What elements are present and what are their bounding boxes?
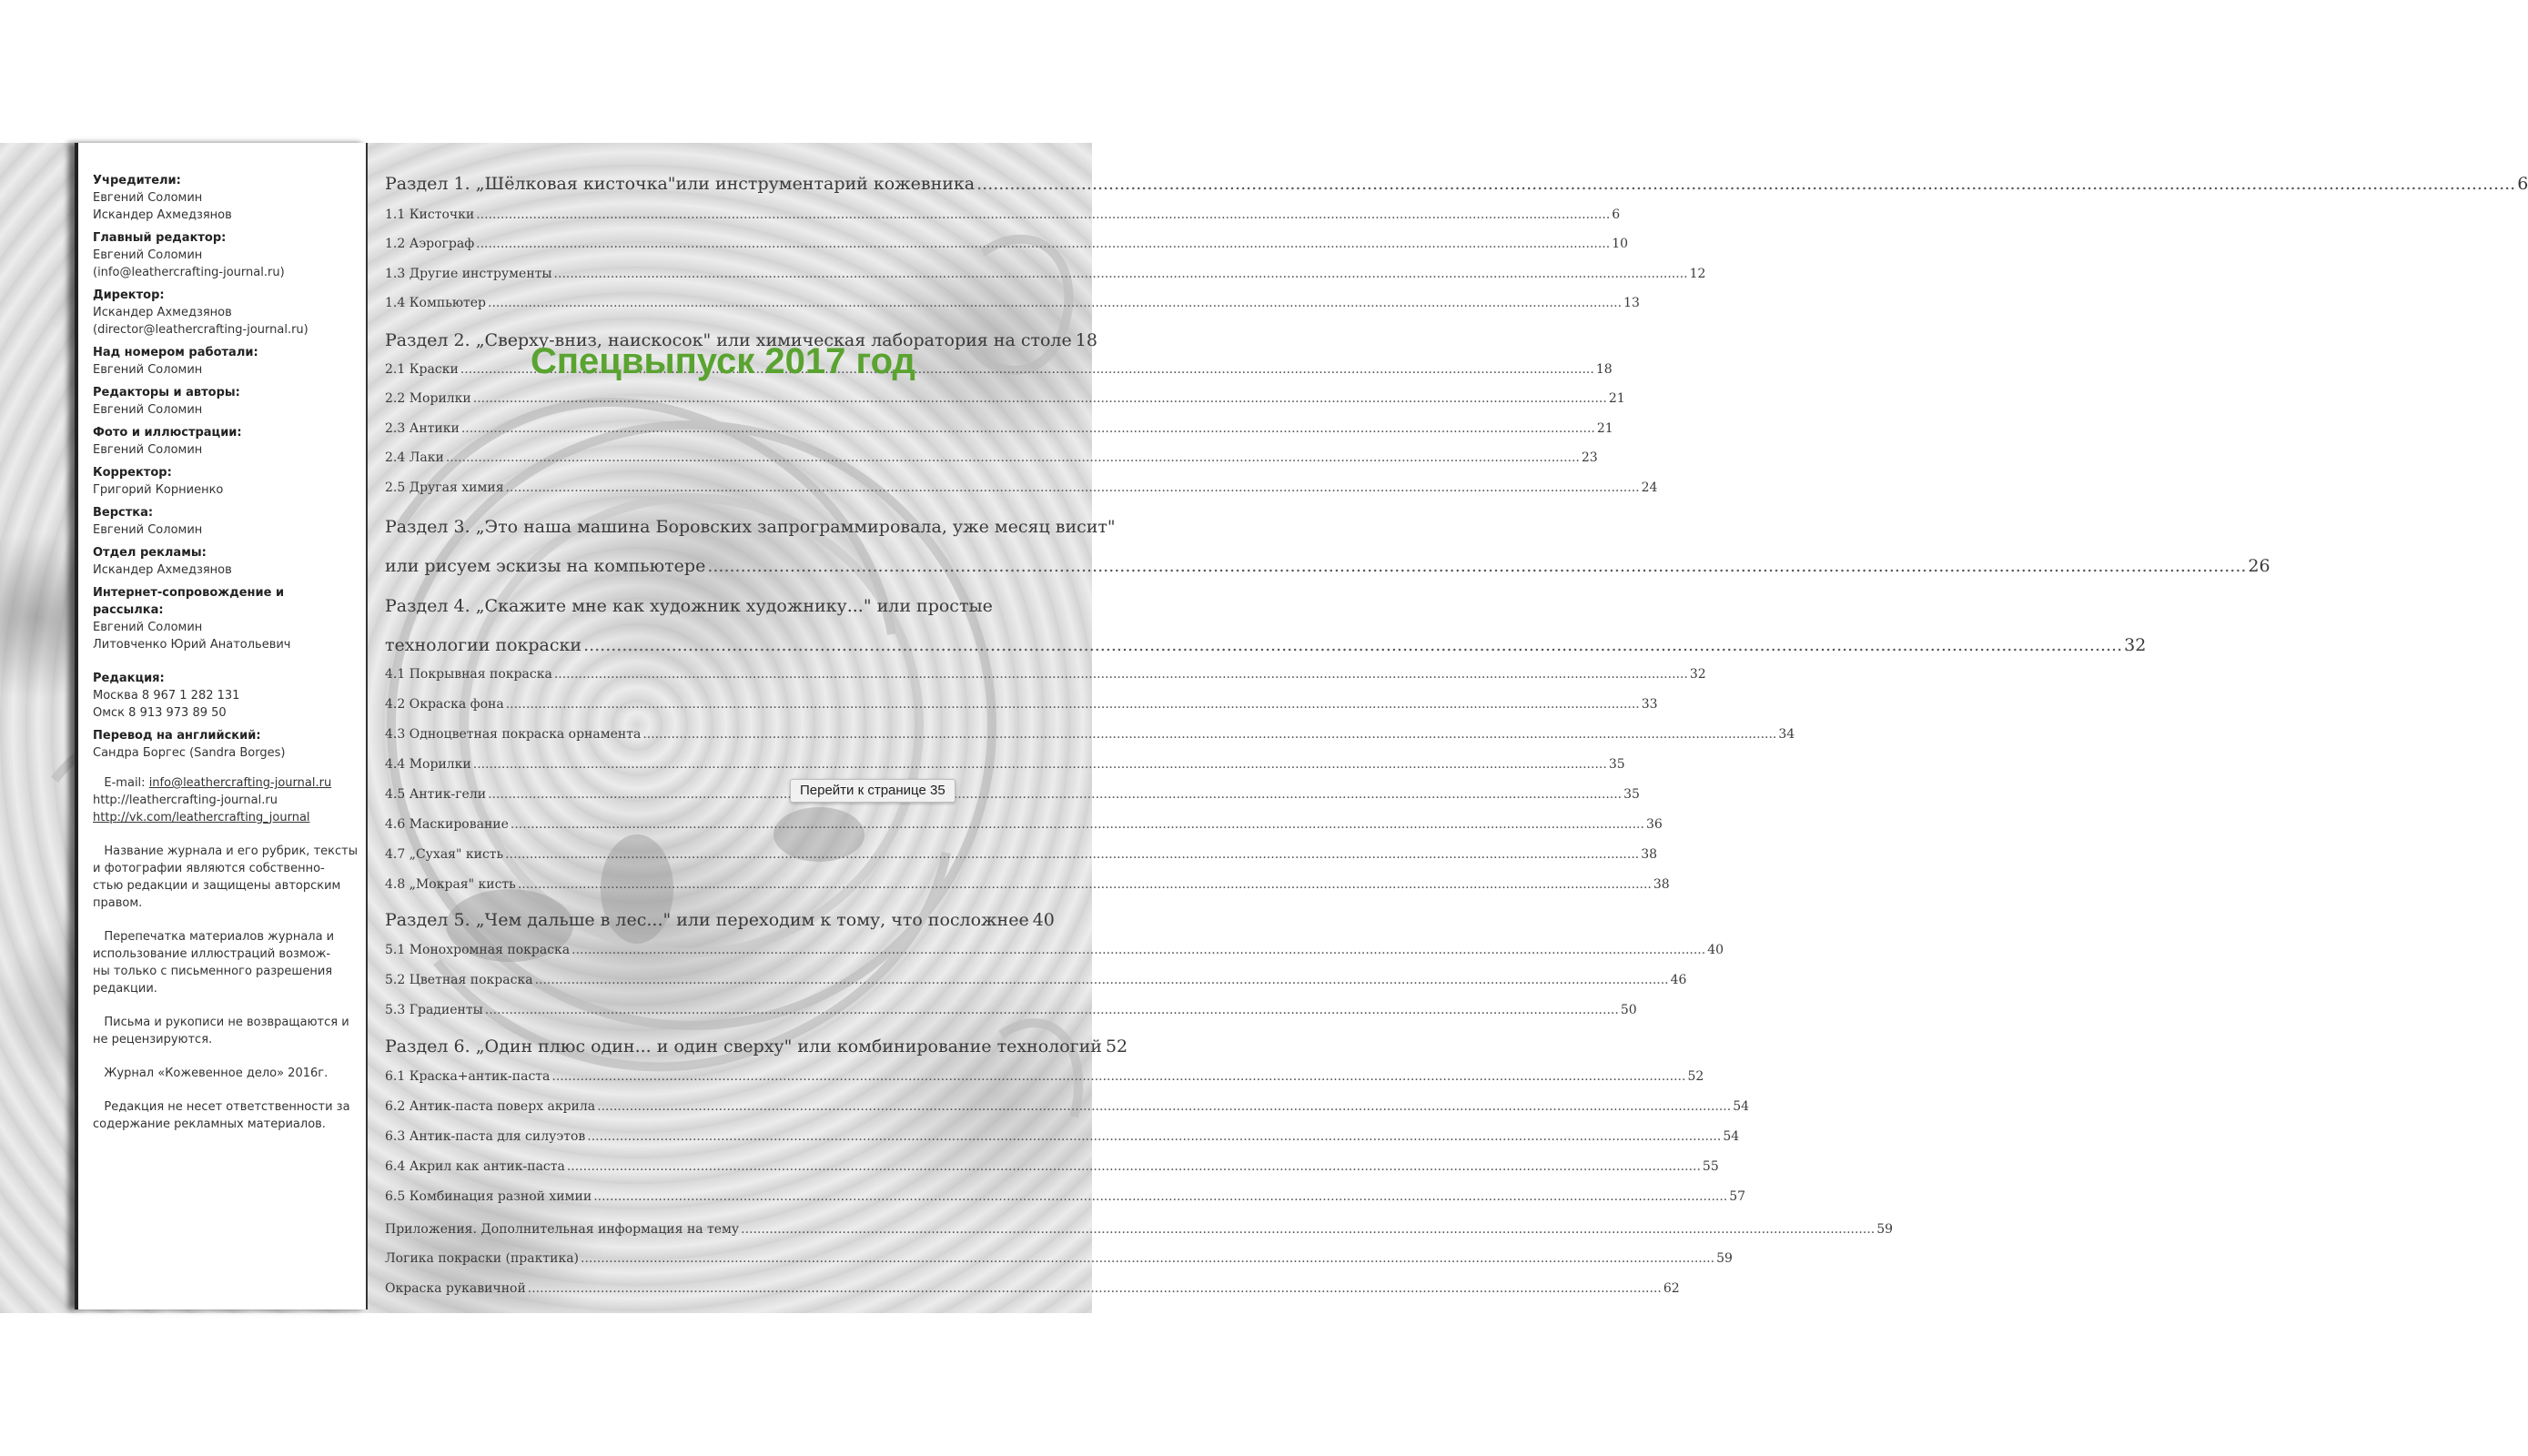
legal-note-paragraph xyxy=(93,928,355,997)
legal-note-paragraph xyxy=(93,843,358,912)
toc-leader-dots xyxy=(642,727,1776,742)
toc-subsection-row[interactable] xyxy=(385,1099,1750,1114)
toc-leader-dots xyxy=(476,207,1610,222)
toc-page-number: 35 xyxy=(1623,787,1640,802)
toc-subsection-row[interactable] xyxy=(385,1069,1704,1084)
editorial-phone-omsk: Омск 8 913 973 89 50 xyxy=(93,706,227,720)
toc-page-number: 23 xyxy=(1581,450,1598,465)
toc-leader-dots xyxy=(506,697,1640,712)
toc-entry-title: 4.8 „Мокрая" кисть xyxy=(385,877,516,892)
toc-entry-title: 1.4 Компьютер xyxy=(385,296,487,310)
toc-page-number: 6 xyxy=(2517,174,2528,194)
email-line xyxy=(93,774,355,792)
toc-subsection-row[interactable] xyxy=(385,207,1621,222)
toc-entry-title: 6.2 Антик-паста поверх акрила xyxy=(385,1099,596,1114)
toc-entry-title: 6.1 Краска+антик-паста xyxy=(385,1069,551,1084)
toc-entry-title: 5.2 Цветная покраска xyxy=(385,973,533,987)
toc-page-number: 62 xyxy=(1663,1281,1680,1296)
site-link[interactable]: http://leathercrafting-journal.ru xyxy=(93,794,278,807)
toc-entry-title: или рисуем эскизы на компьютере xyxy=(385,556,706,576)
toc-leader-dots xyxy=(567,1159,1701,1174)
toc-page-number: 54 xyxy=(1733,1099,1750,1114)
toc-entry-title: 2.5 Другая химия xyxy=(385,480,504,495)
toc-page-number: 52 xyxy=(1687,1069,1704,1084)
toc-section-row[interactable] xyxy=(385,556,2270,576)
toc-leader-dots xyxy=(554,267,1688,281)
toc-entry-title: 4.7 „Сухая" кисть xyxy=(385,847,504,862)
toc-leader-dots xyxy=(707,556,2246,576)
toc-entry-title: Окраска рукавичной xyxy=(385,1281,526,1296)
toc-page-number: 10 xyxy=(1612,237,1629,251)
toc-page-number: 13 xyxy=(1623,296,1640,310)
toc-entry-title: 4.1 Покрывная покраска xyxy=(385,667,552,682)
toc-entry-title: 1.1 Кисточки xyxy=(385,207,475,222)
toc-subsection-row[interactable] xyxy=(385,877,1670,892)
toc-entry-title: 5.3 Градиенты xyxy=(385,1003,483,1017)
credit-group xyxy=(93,384,355,419)
toc-page-number: 57 xyxy=(1729,1189,1746,1204)
credit-name: Евгений Соломин xyxy=(93,621,203,634)
toc-leader-dots xyxy=(446,450,1580,465)
credit-role: Над номером работали: xyxy=(93,346,258,359)
credit-name: Искандер Ахмедзянов xyxy=(93,563,232,577)
toc-entry-title: технологии покраски xyxy=(385,635,582,655)
credit-group xyxy=(93,544,355,579)
toc-page-number: 32 xyxy=(2124,635,2147,655)
toc-leader-dots xyxy=(741,1222,1875,1237)
translation-role: Перевод на английский: xyxy=(93,729,261,743)
toc-leader-dots xyxy=(505,847,1639,862)
legal-note-line: использование иллюстраций возмож- xyxy=(93,947,331,961)
editorial-phone-moscow: Москва 8 967 1 282 131 xyxy=(93,689,240,703)
toc-page-number: 21 xyxy=(1596,421,1613,436)
toc-page-number: 12 xyxy=(1689,267,1706,281)
credit-name: Евгений Соломин xyxy=(93,523,203,537)
toc-leader-dots xyxy=(597,1099,1731,1114)
toc-subsection-row[interactable] xyxy=(385,237,1629,251)
toc-entry-title: 1.3 Другие инструменты xyxy=(385,267,552,281)
credit-role: Главный редактор: xyxy=(93,231,227,245)
toc-subsection-row[interactable] xyxy=(385,267,1706,281)
toc-section-row[interactable] xyxy=(385,910,1055,930)
editorial-contacts xyxy=(93,670,355,722)
toc-entry-title: 1.2 Аэрограф xyxy=(385,237,475,251)
toc-entry-title: Приложения. Дополнительная информация на тему xyxy=(385,1222,740,1237)
toc-entry-title: 2.1 Краски xyxy=(385,362,459,377)
toc-subsection-row[interactable] xyxy=(385,757,1625,772)
credit-role: Директор: xyxy=(93,288,165,302)
toc-entry-title: Логика покраски (практика) xyxy=(385,1251,580,1266)
toc-subsection-row[interactable] xyxy=(385,1159,1719,1174)
toc-leader-dots xyxy=(551,1069,1685,1084)
email-label: E-mail: xyxy=(104,776,149,790)
toc-page-number: 33 xyxy=(1641,697,1658,712)
legal-notes xyxy=(93,843,358,1133)
credit-name: (info@leathercrafting-journal.ru) xyxy=(93,266,285,279)
credit-role: Корректор: xyxy=(93,466,172,480)
document-page xyxy=(0,143,2528,1313)
toc-leader-dots xyxy=(511,817,1644,832)
legal-note-line: Название журнала и его рубрик, тексты xyxy=(93,844,358,858)
toc-subsection-row[interactable] xyxy=(385,1189,1746,1204)
toc-entry-title: 2.2 Морилки xyxy=(385,391,471,406)
toc-leader-dots xyxy=(488,787,1622,802)
toc-subsection-row[interactable] xyxy=(385,1251,1733,1266)
toc-subsection-row[interactable] xyxy=(385,727,1795,742)
toc-subsection-row[interactable] xyxy=(385,296,1640,310)
toc-page-number: 59 xyxy=(1876,1222,1894,1237)
toc-page-number: 55 xyxy=(1702,1159,1719,1174)
credit-name: Евгений Соломин xyxy=(93,363,203,377)
toc-page-number: 38 xyxy=(1641,847,1658,862)
toc-subsection-row[interactable] xyxy=(385,973,1687,987)
toc-page-number: 6 xyxy=(1612,207,1621,222)
credit-group xyxy=(93,424,355,459)
toc-leader-dots xyxy=(518,877,1652,892)
toc-page-number: 18 xyxy=(1595,362,1613,377)
legal-note-line: и фотографии являются собственно- xyxy=(93,862,325,875)
toc-leader-dots xyxy=(473,391,1607,406)
toc-leader-dots xyxy=(554,667,1688,682)
toc-page-number: 21 xyxy=(1608,391,1625,406)
translation-name: Сандра Боргес (Sandra Borges) xyxy=(93,746,286,760)
toc-entry-title: Раздел 6. „Один плюс один... и один сверху" или комбинирование технологий xyxy=(385,1036,1102,1057)
toc-entry-title: Раздел 5. „Чем дальше в лес..." или переходим к тому, что посложнее xyxy=(385,910,1029,930)
legal-note-line: правом. xyxy=(93,896,143,910)
credit-name: Евгений Соломин xyxy=(93,403,203,417)
toc-subsection-row[interactable] xyxy=(385,943,1724,957)
toc-subsection-row[interactable] xyxy=(385,1003,1637,1017)
credit-name: Литовченко Юрий Анатольевич xyxy=(93,638,291,652)
toc-page-number: 24 xyxy=(1641,480,1658,495)
credit-group xyxy=(93,584,355,653)
legal-note-line: стью редакции и защищены авторским xyxy=(93,879,341,893)
toc-subsection-row[interactable] xyxy=(385,1129,1740,1144)
toc-entry-title: Раздел 1. „Шёлковая кисточка"или инструментарий кожевника xyxy=(385,174,976,194)
toc-entry-title: 4.2 Окраска фона xyxy=(385,697,504,712)
toc-subsection-row[interactable] xyxy=(385,667,1706,682)
legal-note-line: Письма и рукописи не возвращаются и xyxy=(93,1016,349,1029)
credit-role: Интернет-сопровождение и рассылка: xyxy=(93,586,285,617)
toc-leader-dots xyxy=(581,1251,1714,1266)
special-issue-title: Спецвыпуск 2017 год xyxy=(531,341,915,381)
legal-note-line: не рецензируются. xyxy=(93,1033,213,1046)
credit-role: Фото и иллюстрации: xyxy=(93,426,242,440)
toc-page-number: 52 xyxy=(1105,1036,1128,1057)
toc-page-number: 46 xyxy=(1670,973,1687,987)
toc-entry-title: 4.6 Маскирование xyxy=(385,817,509,832)
legal-note-line: содержание рекламных материалов. xyxy=(93,1117,326,1131)
toc-subsection-row[interactable] xyxy=(385,1281,1680,1296)
contact-links xyxy=(93,774,355,826)
toc-page-number: 54 xyxy=(1723,1129,1740,1144)
legal-note-line: редакции. xyxy=(93,982,157,996)
credit-name: (director@leathercrafting-journal.ru) xyxy=(93,323,308,337)
toc-subsection-row[interactable] xyxy=(385,697,1658,712)
toc-entry-title: 4.4 Морилки xyxy=(385,757,471,772)
toc-page-number: 35 xyxy=(1608,757,1625,772)
toc-leader-dots xyxy=(476,237,1610,251)
toc-entry-title: 2.4 Лаки xyxy=(385,450,444,465)
credit-name: Евгений Соломин xyxy=(93,191,203,205)
credit-group xyxy=(93,287,355,339)
vk-link[interactable]: http://vk.com/leathercrafting_journal xyxy=(93,811,310,824)
credit-name: Евгений Соломин xyxy=(93,443,203,457)
legal-note-line: Редакция не несет ответственности за xyxy=(93,1100,350,1114)
legal-note-paragraph xyxy=(93,1065,355,1082)
toc-subsection-row[interactable] xyxy=(385,450,1598,465)
toc-page-number: 40 xyxy=(1707,943,1724,957)
toc-entry-title: 6.5 Комбинация разной химии xyxy=(385,1189,592,1204)
toc-entry-title: Раздел 2. „Сверху-вниз, наискосок" или химическая лаборатория на столе xyxy=(385,330,1072,350)
toc-subsection-row[interactable] xyxy=(385,480,1658,495)
toc-section-title-line[interactable]: Раздел 4. „Скажите мне как художник художнику..." или простые xyxy=(385,596,993,616)
toc-page-number: 26 xyxy=(2248,556,2270,576)
legal-note-paragraph xyxy=(93,1014,355,1048)
toc-leader-dots xyxy=(528,1281,1662,1296)
toc-leader-dots xyxy=(583,635,2122,655)
toc-subsection-row[interactable] xyxy=(385,847,1658,862)
translation-credit xyxy=(93,727,355,762)
toc-section-row[interactable] xyxy=(385,1036,1128,1057)
toc-page-number: 59 xyxy=(1716,1251,1733,1266)
toc-section-row[interactable] xyxy=(385,174,2528,194)
toc-page-number: 40 xyxy=(1032,910,1055,930)
toc-subsection-row[interactable] xyxy=(385,391,1625,406)
toc-subsection-row[interactable] xyxy=(385,421,1613,436)
credit-name: Евгений Соломин xyxy=(93,248,203,262)
toc-leader-dots xyxy=(535,973,1669,987)
toc-leader-dots xyxy=(461,421,1595,436)
credit-role: Верстка: xyxy=(93,506,154,520)
toc-leader-dots xyxy=(587,1129,1721,1144)
toc-entry-title: 4.3 Одноцветная покраска орнамента xyxy=(385,727,642,742)
legal-note-line: Журнал «Кожевенное дело» 2016г. xyxy=(93,1067,329,1080)
toc-leader-dots xyxy=(593,1189,1727,1204)
credit-name: Григорий Корниенко xyxy=(93,483,224,497)
legal-note-line: Перепечатка материалов журнала и xyxy=(93,930,335,944)
editorial-role: Редакция: xyxy=(93,672,165,685)
toc-section-title-line[interactable]: Раздел 3. „Это наша машина Боровских запрограммировала, уже месяц висит" xyxy=(385,517,1116,537)
toc-page-number: 32 xyxy=(1689,667,1706,682)
toc-entry-title: 6.3 Антик-паста для силуэтов xyxy=(385,1129,586,1144)
legal-note-paragraph xyxy=(93,1098,355,1133)
toc-entry-title: 6.4 Акрил как антик-паста xyxy=(385,1159,565,1174)
toc-page-number: 18 xyxy=(1075,330,1097,350)
toc-leader-dots xyxy=(506,480,1640,495)
toc-page-number: 50 xyxy=(1620,1003,1637,1017)
email-link[interactable]: info@leathercrafting-journal.ru xyxy=(148,776,332,790)
credit-role: Редакторы и авторы: xyxy=(93,386,240,399)
toc-leader-dots xyxy=(571,943,1705,957)
toc-section-row[interactable] xyxy=(385,635,2147,655)
toc-entry-title: 4.5 Антик-гели xyxy=(385,787,487,802)
credits-list xyxy=(93,172,355,653)
toc-page-number: 38 xyxy=(1653,877,1670,892)
toc-leader-dots xyxy=(488,296,1622,310)
toc-leader-dots xyxy=(485,1003,1619,1017)
credit-group xyxy=(93,172,355,224)
credit-role: Отдел рекламы: xyxy=(93,546,207,560)
toc-subsection-row[interactable] xyxy=(385,1222,1894,1237)
credits-panel xyxy=(75,143,368,1309)
credit-group xyxy=(93,504,355,539)
credit-name: Искандер Ахмедзянов xyxy=(93,306,232,319)
credit-name: Искандер Ахмедзянов xyxy=(93,208,232,222)
credit-role: Учредители: xyxy=(93,174,181,187)
credit-group xyxy=(93,464,355,499)
toc-entry-title: 2.3 Антики xyxy=(385,421,460,436)
credit-group xyxy=(93,344,355,379)
toc-page-number: 36 xyxy=(1645,817,1663,832)
credit-group xyxy=(93,229,355,281)
toc-leader-dots xyxy=(976,174,2515,194)
toc-page-number: 34 xyxy=(1778,727,1795,742)
legal-note-line: ны только с письменного разрешения xyxy=(93,965,333,978)
toc-leader-dots xyxy=(473,757,1607,772)
toc-subsection-row[interactable] xyxy=(385,817,1663,832)
toc-entry-title: 5.1 Монохромная покраска xyxy=(385,943,571,957)
go-to-page-tooltip: Перейти к странице 35 xyxy=(790,779,956,803)
